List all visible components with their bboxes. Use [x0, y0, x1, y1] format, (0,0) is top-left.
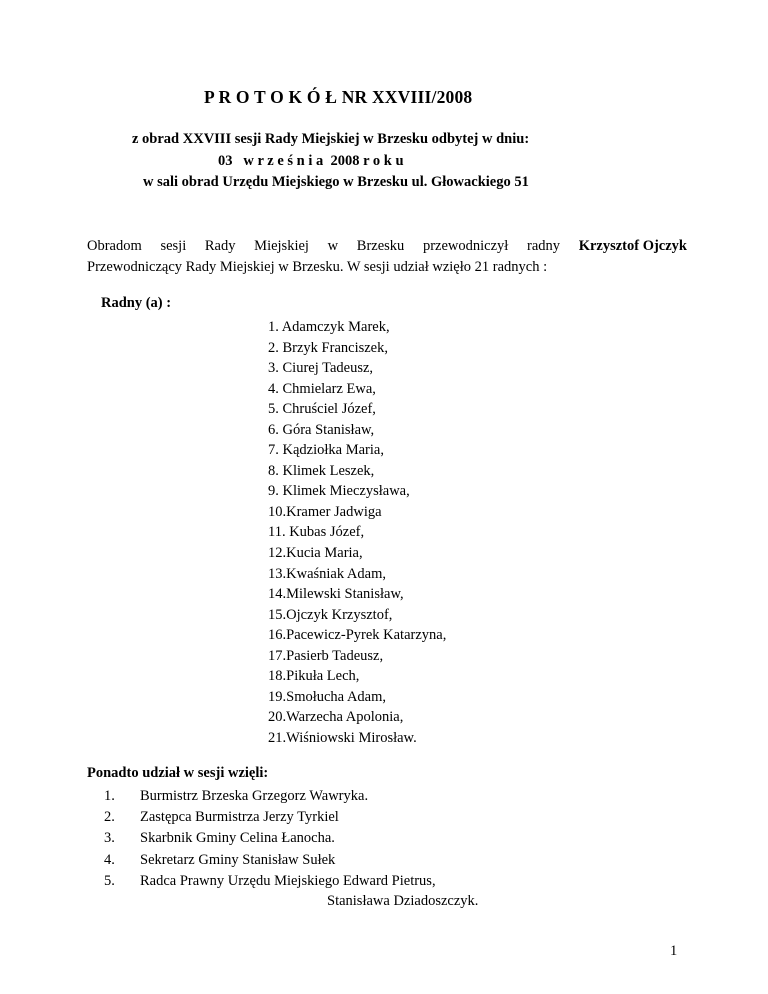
guest-item	[104, 871, 436, 892]
guest-text: Skarbnik Gminy Celina Łanocha.	[140, 830, 335, 847]
guest-number: 4.	[104, 851, 115, 868]
session-description: z obrad XXVIII sesji Rady Miejskiej w Brzesku odbytej w dniu:	[132, 131, 530, 147]
council-member: 16.Pacewicz-Pyrek Katarzyna,	[268, 627, 447, 644]
intro-word: Obradom	[87, 238, 142, 254]
intro-word: radny	[527, 238, 561, 254]
session-location: w sali obrad Urzędu Miejskiego w Brzesku ul. Głowackiego 51	[143, 174, 529, 190]
council-member: 3. Ciurej Tadeusz,	[268, 360, 374, 377]
council-member: 19.Smołucha Adam,	[268, 688, 387, 705]
council-member: 8. Klimek Leszek,	[268, 462, 375, 479]
council-member: 14.Milewski Stanisław,	[268, 586, 404, 603]
council-member: 21.Wiśniowski Mirosław.	[268, 729, 417, 746]
council-member: 12.Kucia Maria,	[268, 545, 363, 562]
council-member: 11. Kubas Józef,	[268, 524, 365, 541]
council-member: 13.Kwaśniak Adam,	[268, 565, 386, 582]
intro-line-1	[87, 236, 687, 257]
guest-text: Sekretarz Gminy Stanisław Sułek	[140, 851, 336, 868]
council-member: 6. Góra Stanisław,	[268, 421, 375, 438]
intro-word: Rady	[204, 238, 236, 254]
intro-word: Miejskiej	[254, 238, 309, 254]
council-member: 2. Brzyk Franciszek,	[268, 339, 388, 356]
chair-name: Krzysztof Ojczyk	[578, 238, 687, 254]
council-member: 18.Pikuła Lech,	[268, 668, 360, 685]
guest-text: Radca Prawny Urzędu Miejskiego Edward Pietrus,	[140, 872, 436, 889]
guest-text: Burmistrz Brzeska Grzegorz Wawryka.	[140, 788, 369, 804]
intro-word: Brzesku	[356, 238, 405, 254]
guests-label: Ponadto udział w sesji wzięli:	[87, 765, 269, 781]
council-member: 10.Kramer Jadwiga	[268, 503, 382, 520]
intro-word: przewodniczył	[422, 238, 509, 254]
council-member: 17.Pasierb Tadeusz,	[268, 647, 384, 664]
council-member: 4. Chmielarz Ewa,	[268, 380, 376, 397]
intro-paragraph	[87, 236, 687, 278]
council-member: 7. Kądziołka Maria,	[268, 442, 384, 459]
council-member: 1. Adamczyk Marek,	[268, 319, 390, 335]
session-date: 03 w r z e ś n i a 2008 r o k u	[218, 153, 404, 169]
intro-line-2: Przewodniczący Rady Miejskiej w Brzesku. W sesji udział wzięło 21 radnych :	[87, 259, 548, 275]
guest-item	[104, 807, 436, 828]
guest-number: 3.	[104, 830, 115, 847]
guest-item	[104, 850, 436, 871]
intro-word: w	[327, 238, 339, 254]
council-member: 9. Klimek Mieczysława,	[268, 483, 410, 500]
council-members-list	[268, 317, 446, 748]
guest-item	[104, 828, 436, 849]
guest-number: 1.	[104, 788, 115, 804]
guest-number: 2.	[104, 809, 115, 826]
intro-word: sesji	[160, 238, 187, 254]
council-label: Radny (a) :	[101, 295, 172, 311]
council-member: 20.Warzecha Apolonia,	[268, 709, 404, 726]
page-number: 1	[670, 943, 678, 959]
guest-item	[104, 786, 436, 807]
guests-list	[104, 786, 436, 892]
guest-continuation: Stanisława Dziadoszczyk.	[327, 893, 479, 909]
council-member: 15.Ojczyk Krzysztof,	[268, 606, 393, 623]
guest-text: Zastępca Burmistrza Jerzy Tyrkiel	[140, 809, 339, 826]
guest-number: 5.	[104, 872, 115, 889]
council-member: 5. Chruściel Józef,	[268, 401, 376, 418]
protocol-title: P R O T O K Ó Ł NR XXVIII/2008	[204, 87, 473, 107]
